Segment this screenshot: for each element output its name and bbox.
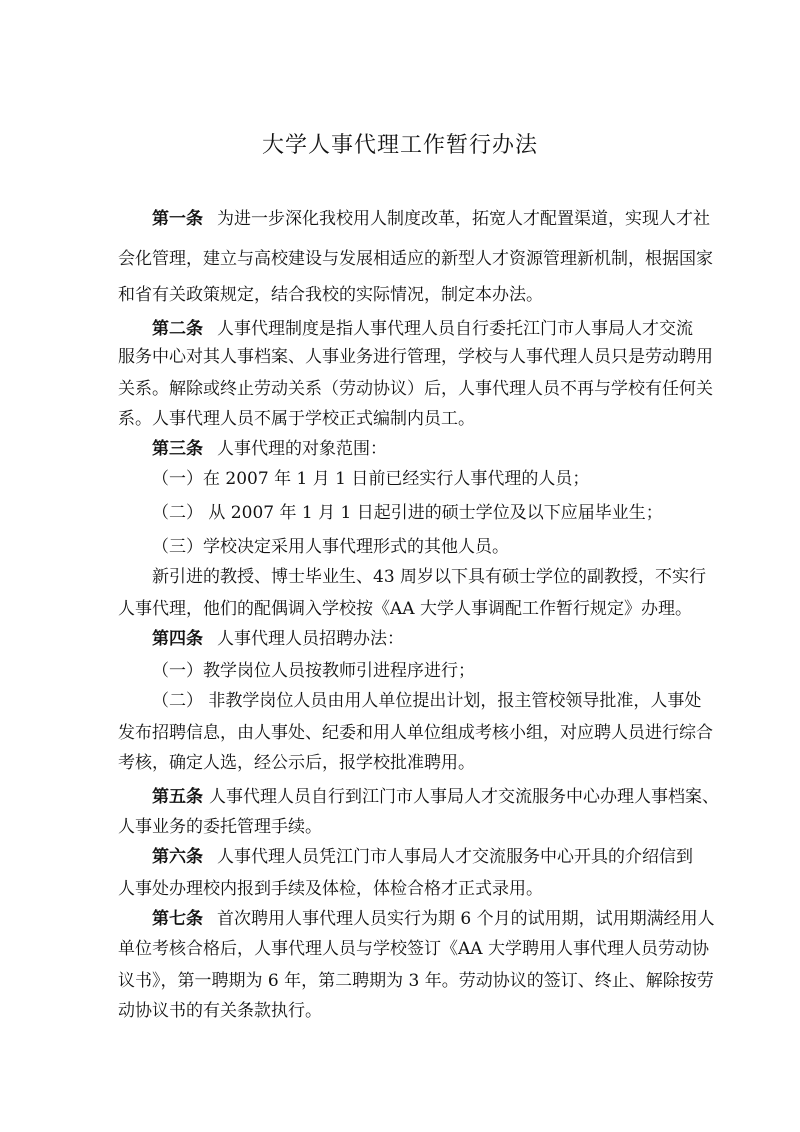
paragraph-text: 议书》，第一聘期为 6 年，第二聘期为 3 年。劳动协议的签订、终止、解除按劳 — [118, 971, 714, 991]
paragraph-text: 发布招聘信息，由人事处、纪委和用人单位组成考核小组，对应聘人员进行综合 — [118, 723, 713, 743]
article-3-item-1 — [152, 468, 692, 490]
paragraph-text: 系。人事代理人员不属于学校正式编制内员工。 — [118, 409, 475, 429]
article-label: 第六条 — [152, 847, 203, 867]
article-2-line-3 — [118, 378, 713, 400]
article-label: 第七条 — [152, 909, 203, 929]
article-label: 第五条 — [152, 787, 203, 807]
paragraph-text: 人事代理人员凭江门市人事局人才交流服务中心开具的介绍信到 — [217, 847, 693, 867]
article-6-line-2 — [118, 878, 658, 900]
article-7-line-1 — [152, 908, 715, 930]
list-item-text: （一）在 2007 年 1 月 1 日前已经实行人事代理的人员； — [152, 469, 590, 489]
article-1-line-3 — [118, 284, 658, 306]
article-4-item-2-line-1 — [152, 690, 702, 712]
paragraph-text: 人事代理，他们的配偶调入学校按《AA 大学人事调配工作暂行规定》办理。 — [118, 599, 692, 619]
paragraph-text: 人事代理制度是指人事代理人员自行委托江门市人事局人才交流 — [217, 319, 693, 339]
article-3-item-3 — [152, 536, 692, 558]
paragraph-text: 关系。解除或终止劳动关系（劳动协议）后，人事代理人员不再与学校有任何关 — [118, 379, 713, 399]
article-4-item-1 — [152, 660, 692, 682]
article-2-line-1 — [152, 318, 692, 340]
article-6-line-1 — [152, 846, 692, 868]
article-5-line-1 — [152, 786, 719, 808]
article-2-line-4 — [118, 408, 658, 430]
list-item-text: （二） 从 2007 年 1 月 1 日起引进的硕士学位及以下应届毕业生； — [152, 503, 663, 523]
paragraph-text: 新引进的教授、博士毕业生、43 周岁以下具有硕士学位的副教授，不实行 — [152, 567, 707, 587]
list-item-text: （二） 非教学岗位人员由用人单位提出计划，报主管校领导批准，人事处 — [152, 691, 702, 711]
article-4-item-2-line-3 — [118, 752, 658, 774]
paragraph-text: 首次聘用人事代理人员实行为期 6 个月的试用期，试用期满经用人 — [217, 909, 715, 929]
paragraph-text: 和省有关政策规定，结合我校的实际情况，制定本办法。 — [118, 285, 543, 305]
article-1-line-2 — [118, 248, 713, 270]
paragraph-text: 人事业务的委托管理手续。 — [118, 817, 322, 837]
article-3-line-1 — [152, 438, 692, 460]
article-1-line-1 — [152, 208, 710, 230]
article-label: 第二条 — [152, 319, 203, 339]
article-7-line-4 — [118, 1000, 658, 1022]
article-3-item-2 — [152, 502, 692, 524]
list-item-text: （三）学校决定采用人事代理形式的其他人员。 — [152, 537, 509, 557]
paragraph-text: 会化管理，建立与高校建设与发展相适应的新型人才资源管理新机制，根据国家 — [118, 249, 713, 269]
paragraph-text: 服务中心对其人事档案、人事业务进行管理，学校与人事代理人员只是劳动聘用 — [118, 347, 713, 367]
paragraph-text: 人事代理人员自行到江门市人事局人才交流服务中心办理人事档案、 — [209, 787, 719, 807]
article-2-line-2 — [118, 346, 713, 368]
article-label: 第三条 — [152, 439, 203, 459]
article-3-note-line-2 — [118, 598, 692, 620]
paragraph-text: 考核，确定人选，经公示后，报学校批准聘用。 — [118, 753, 475, 773]
paragraph-text: 动协议书的有关条款执行。 — [118, 1001, 322, 1021]
list-item-text: （一）教学岗位人员按教师引进程序进行； — [152, 661, 475, 681]
article-7-line-2 — [118, 938, 709, 960]
article-5-line-2 — [118, 816, 658, 838]
article-7-line-3 — [118, 970, 714, 992]
paragraph-text: 人事处办理校内报到手续及体检，体检合格才正式录用。 — [118, 879, 543, 899]
page-title: 大学人事代理工作暂行办法 — [261, 133, 538, 158]
article-3-note-line-1 — [152, 566, 707, 588]
article-label: 第一条 — [152, 209, 203, 229]
paragraph-text: 为进一步深化我校用人制度改革，拓宽人才配置渠道，实现人才社 — [217, 209, 710, 229]
paragraph-text: 人事代理的对象范围： — [217, 439, 387, 459]
article-label: 第四条 — [152, 629, 203, 649]
article-4-line-1 — [152, 628, 692, 650]
paragraph-text: 单位考核合格后，人事代理人员与学校签订《AA 大学聘用人事代理人员劳动协 — [118, 939, 709, 959]
article-4-item-2-line-2 — [118, 722, 713, 744]
paragraph-text: 人事代理人员招聘办法： — [217, 629, 404, 649]
